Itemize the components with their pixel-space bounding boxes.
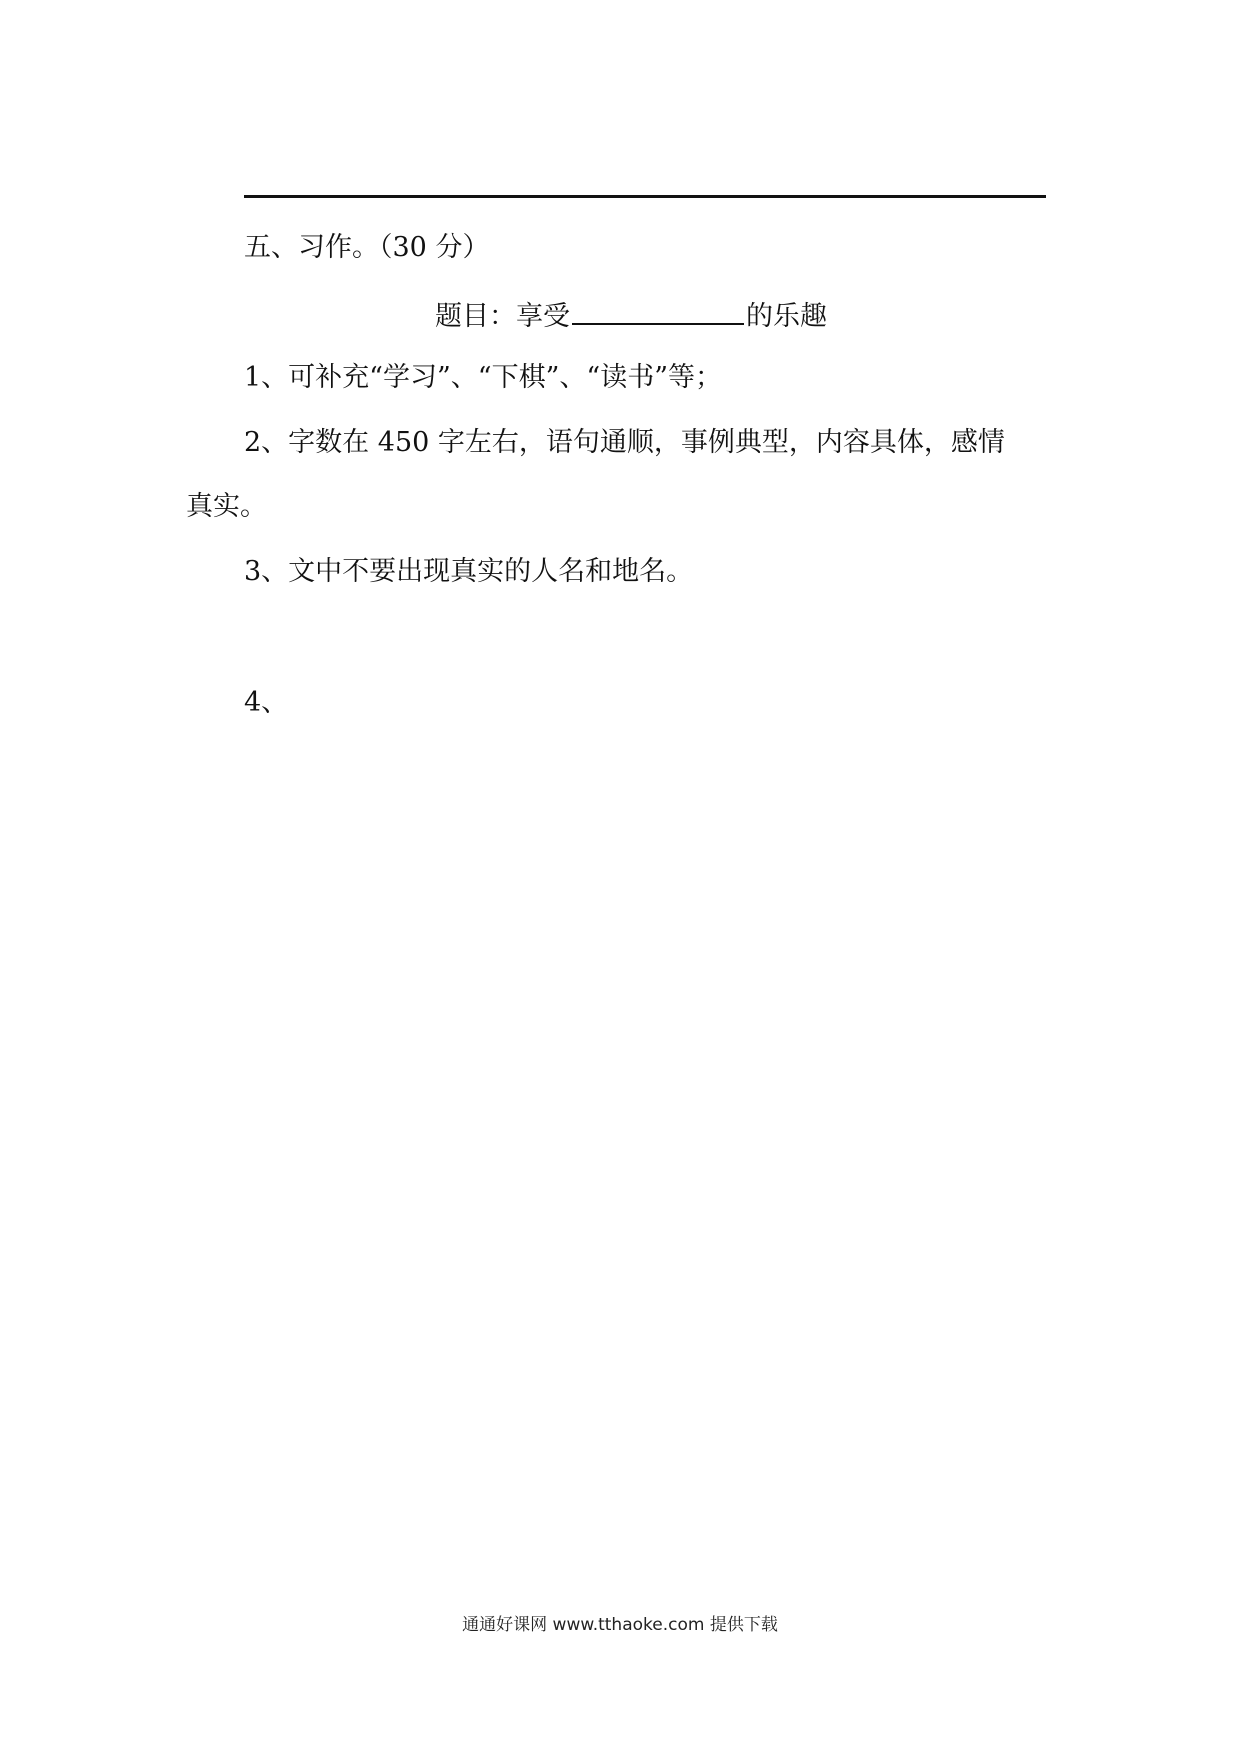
topic-prefix: 题目：享受 — [435, 301, 570, 332]
top-horizontal-rule — [244, 195, 1046, 198]
footer-source-note: 通通好课网 www.tthaoke.com 提供下载 — [462, 1615, 778, 1635]
requirement-1: 1、可补充“学习”、“下棋”、“读书”等； — [244, 362, 722, 393]
essay-topic-line — [435, 297, 827, 334]
requirement-2-line-2: 真实。 — [186, 491, 267, 522]
requirement-2-line-1: 2、字数在 450 字左右，语句通顺，事例典型，内容具体，感情 — [244, 427, 1005, 458]
topic-fill-blank — [572, 297, 744, 325]
requirement-4: 4、 — [244, 687, 289, 718]
topic-suffix: 的乐趣 — [746, 301, 827, 332]
section-heading: 五、习作。（30 分） — [244, 232, 490, 263]
requirement-3: 3、文中不要出现真实的人名和地名。 — [244, 556, 694, 587]
